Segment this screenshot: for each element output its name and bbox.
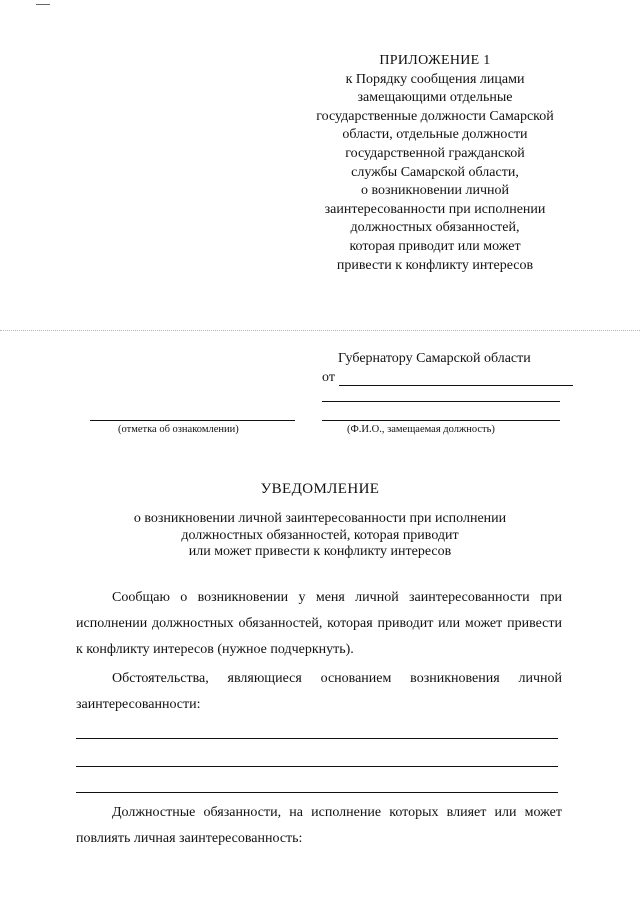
addressee-line: Губернатору Самарской области [338, 351, 531, 366]
paragraph-declaration: Сообщаю о возникновении у меня личной заинтересованности при исполнении должностных обязанностей, которая приводит или может привести к конфликту интересов (нужное подчеркнуть). [76, 590, 562, 657]
appendix-line: государственные должности Самарской [316, 108, 554, 124]
notice-subtitle [90, 511, 550, 561]
notice-subtitle-line: должностных обязанностей, которая приводит [181, 527, 459, 543]
scan-artifact-line [0, 330, 640, 331]
appendix-line: области, отдельные должности [342, 127, 528, 143]
appendix-line: службы Самарской области, [351, 164, 519, 180]
circumstances-blank-line-3[interactable] [76, 792, 558, 793]
paragraph-duties: Должностные обязанности, на исполнение которых влияет или может повлиять личная заинтересованность: [76, 805, 562, 846]
appendix-line: государственной гражданской [345, 145, 525, 161]
appendix-line: заинтересованности при исполнении [324, 201, 546, 217]
appendix-line: к Порядку сообщения лицами [345, 71, 525, 87]
from-name-field[interactable] [339, 371, 573, 386]
appendix-block [290, 52, 580, 275]
acknowledgement-caption: (отметка об ознакомлении) [118, 424, 239, 435]
appendix-line: которая приводит или может [349, 238, 521, 254]
notice-subtitle-line: о возникновении личной заинтересованности при исполнении [133, 511, 507, 526]
scan-mark [36, 4, 50, 5]
paragraph-circumstances: Обстоятельства, являющиеся основанием возникновения личной заинтересованности: [76, 671, 562, 712]
acknowledgement-blank-line[interactable] [90, 420, 295, 421]
from-label: от [322, 370, 335, 385]
notice-title: УВЕДОМЛЕНИЕ [260, 481, 380, 497]
appendix-line: замещающими отдельные [357, 90, 513, 106]
circumstances-blank-line-1[interactable] [76, 738, 558, 739]
from-blank-line-2[interactable] [322, 401, 560, 402]
appendix-title: ПРИЛОЖЕНИЕ 1 [379, 53, 491, 68]
appendix-line: должностных обязанностей, [350, 220, 520, 236]
from-row [322, 370, 573, 386]
appendix-line: о возникновении личной [360, 183, 510, 199]
notice-subtitle-line: или может привести к конфликту интересов [188, 544, 452, 559]
name-position-caption: (Ф.И.О., замещаемая должность) [347, 424, 495, 435]
circumstances-blank-line-2[interactable] [76, 766, 558, 767]
appendix-line: привести к конфликту интересов [336, 257, 534, 273]
from-blank-line-3[interactable] [322, 420, 560, 421]
